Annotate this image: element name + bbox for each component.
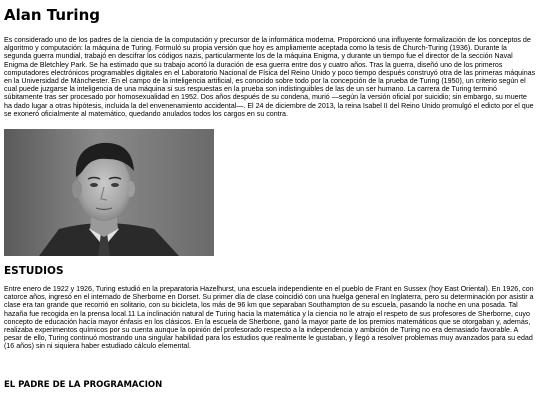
estudios-paragraph: Entre enero de 1922 y 1926, Turing estudió en la preparatoria Hazelhurst, una escuela independiente en el pueblo de Frant en Sussex (hoy East Oriental). En 1926, con catorce años, ingresó en el internado de Sherborne en Dorset. Su primer día de clase coincidió con una huelga general en Inglaterra, pero su determinación por asistir a clase era tan grande que recorrió en solitario, con su bicicleta, los más de 96 km que separaban Southampton de su escuela, pasando la noche en una posada. Tal hazaña fue recogida en la prensa local.11 La inclinación natural de Turing hacia la matemática y la ciencia no le atrajo el respeto de sus profesores de Sherborne, cuyo concepto de educación hacía mayor énfasis en los clásicos. En la escuela de Sherbone, ganó la mayor parte de los premios matemáticos que se otorgaban y, además, realizaba experimentos químicos por su cuenta aunque la opinión del profesorado respecto a la independencia y ambición de Turing no era demasiado favorable. A pesar de ello, Turing continuó mostrando una singular habilidad para los estudios que realmente le gustaban, y llegó a resolver problemas muy avanzados para su edad (16 años) sin ni siquiera haber estudiado cálculo elemental.	[4, 285, 534, 351]
page-title: Alan Turing	[4, 6, 100, 24]
intro-paragraph: Es considerado uno de los padres de la ciencia de la computación y precursor de la informática moderna. Proporcionó una influyente formalización de los conceptos de algoritmo y computación: la máquina de Turing. Formuló su propia versión que hoy es ampliamente aceptada como la tesis de Church-Turing (1936). Durante la segunda guerra mundial, trabajó en descifrar los códigos nazis, particularmente los de la máquina Enigma, y durante un tiempo fue el director de la sección Naval Enigma de Bletchley Park. Se ha estimado que su trabajo acortó la duración de esa guerra entre dos y cuatro años. Tras la guerra, diseñó uno de los primeros computadores electrónicos programables digitales en el Laboratorio Nacional de Física del Reino Unido y poco tiempo después construyó otra de las primeras máquinas en la Universidad de Mánchester. En el campo de la inteligencia artificial, es conocido sobre todo por la concepción de la prueba de Turing (1950), un criterio según el cual puede juzgarse la inteligencia de una máquina si sus respuestas en la prueba son indistinguibles de las de un ser humano. La carrera de Turing terminó súbitamente tras ser procesado por homosexualidad en 1952. Dos años después de su condena, murió —según la versión oficial por suicidio; sin embargo, su muerte ha dado lugar a otras hipótesis, incluida la del envenenamiento accidental—. El 24 de diciembre de 2013, la reina Isabel II del Reino Unido promulgó el edicto por el que se exoneró oficialmente al matemático, quedando anulados todos los cargos en su contra.	[4, 36, 536, 118]
section-heading-padre: EL PADRE DE LA PROGRAMACION	[4, 380, 163, 390]
portrait-image	[4, 129, 214, 256]
portrait-photo	[4, 129, 214, 256]
section-heading-estudios: ESTUDIOS	[4, 265, 64, 277]
